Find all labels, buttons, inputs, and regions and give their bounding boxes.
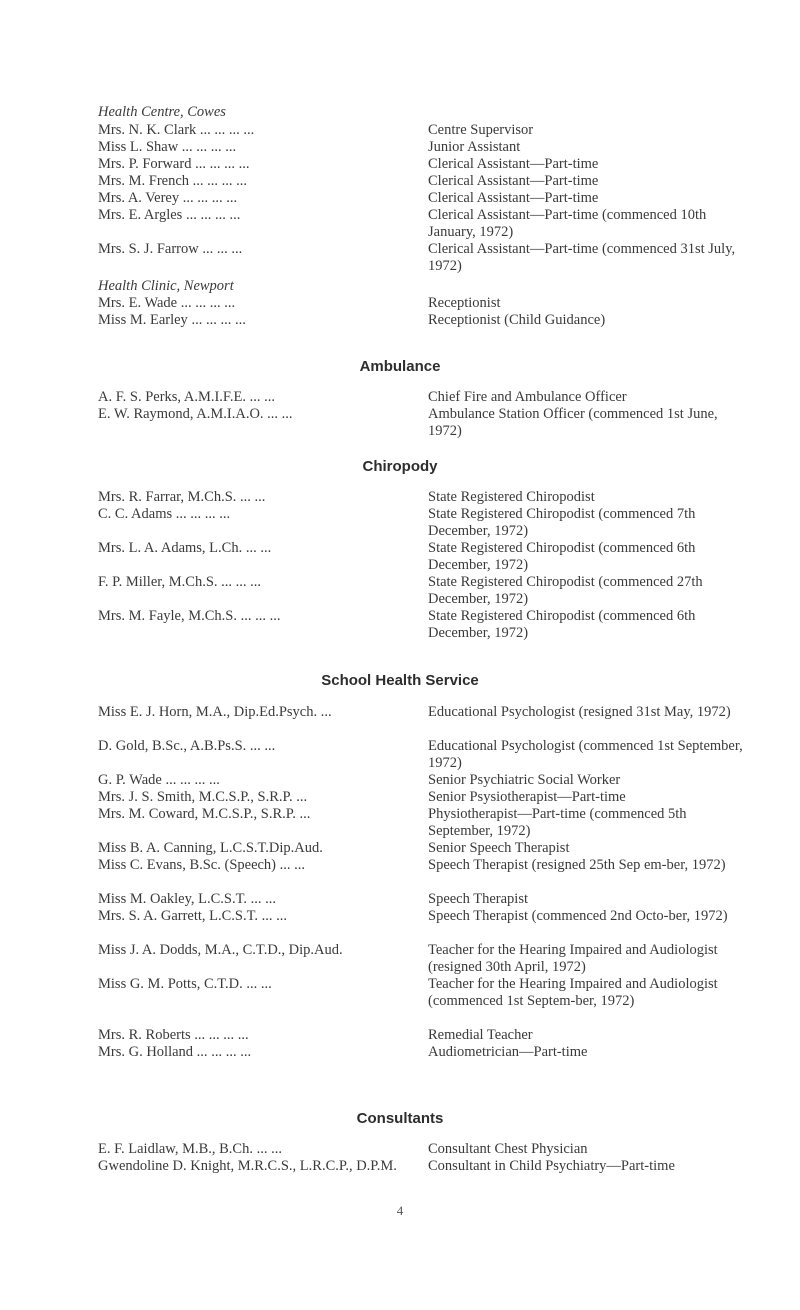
staff-role: Junior Assistant [428,139,521,155]
staff-name: Mrs. S. A. Garrett, L.C.S.T. ... ... [98,908,288,924]
staff-role: Clerical Assistant—Part-time [428,156,599,172]
staff-role: Educational Psychologist (commenced 1st September, 1972) [428,738,743,771]
staff-name: E. F. Laidlaw, M.B., B.Ch. ... ... [98,1141,282,1157]
staff-name: D. Gold, B.Sc., A.B.Ps.S. ... ... [98,738,276,754]
staff-role: Clerical Assistant—Part-time [428,190,599,206]
section-title-school-health: School Health Service [321,672,479,689]
staff-name: A. F. S. Perks, A.M.I.F.E. ... ... [98,389,275,405]
staff-name: Miss M. Earley ... ... ... ... [98,312,246,328]
staff-name: Mrs. L. A. Adams, L.Ch. ... ... [98,540,272,556]
page-number: 4 [396,1203,404,1218]
staff-role: Clerical Assistant—Part-time [428,173,599,189]
staff-role: Chief Fire and Ambulance Officer [428,389,627,405]
staff-role: Senior Speech Therapist [428,840,570,856]
staff-name: E. W. Raymond, A.M.I.A.O. ... ... [98,406,293,422]
staff-name: Mrs. G. Holland ... ... ... ... [98,1044,252,1060]
section-title-chiropody: Chiropody [362,458,438,475]
staff-name: Miss M. Oakley, L.C.S.T. ... ... [98,891,277,907]
staff-role: State Registered Chiropodist (commenced 27th December, 1972) [428,574,703,607]
staff-name: Mrs. P. Forward ... ... ... ... [98,156,250,172]
staff-role: Speech Therapist [428,891,528,907]
staff-role: Ambulance Station Officer (commenced 1st June, 1972) [428,406,718,439]
staff-name: Miss E. J. Horn, M.A., Dip.Ed.Psych. ... [98,704,332,720]
staff-name: Miss G. M. Potts, C.T.D. ... ... [98,976,272,992]
staff-name: Mrs. M. French ... ... ... ... [98,173,248,189]
staff-role: Receptionist (Child Guidance) [428,312,606,328]
staff-role: Educational Psychologist (resigned 31st May, 1972) [428,704,731,720]
staff-role: Clerical Assistant—Part-time (commenced 31st July, 1972) [428,241,736,274]
staff-role: Physiotherapist—Part-time (commenced 5th September, 1972) [428,806,687,839]
staff-name: Mrs. A. Verey ... ... ... ... [98,190,238,206]
staff-name: C. C. Adams ... ... ... ... [98,506,231,522]
staff-name: Mrs. S. J. Farrow ... ... ... [98,241,243,257]
staff-role: Audiometrician—Part-time [428,1044,588,1060]
heading-health-clinic-newport: Health Clinic, Newport [98,278,234,294]
section-title-ambulance: Ambulance [359,358,441,375]
staff-name: Mrs. E. Wade ... ... ... ... [98,295,236,311]
staff-name: Mrs. E. Argles ... ... ... ... [98,207,241,223]
staff-name: Gwendoline D. Knight, M.R.C.S., L.R.C.P., D.P.M. [98,1158,397,1174]
heading-health-centre-cowes: Health Centre, Cowes [98,104,226,120]
staff-role: Teacher for the Hearing Impaired and Audiologist (commenced 1st Septem-ber, 1972) [428,976,718,1009]
staff-role: State Registered Chiropodist (commenced 7th December, 1972) [428,506,696,539]
staff-name: Miss J. A. Dodds, M.A., C.T.D., Dip.Aud. [98,942,343,958]
staff-name: Mrs. M. Fayle, M.Ch.S. ... ... ... [98,608,281,624]
section-title-consultants: Consultants [356,1110,444,1127]
staff-name: Miss C. Evans, B.Sc. (Speech) ... ... [98,857,306,873]
staff-name: Mrs. R. Farrar, M.Ch.S. ... ... [98,489,266,505]
staff-name: F. P. Miller, M.Ch.S. ... ... ... [98,574,262,590]
staff-role: Remedial Teacher [428,1027,533,1043]
staff-role: Senior Psysiotherapist—Part-time [428,789,626,805]
staff-name: Miss B. A. Canning, L.C.S.T.Dip.Aud. [98,840,323,856]
staff-role: Speech Therapist (commenced 2nd Octo-ber, 1972) [428,908,728,924]
staff-role: Teacher for the Hearing Impaired and Audiologist (resigned 30th April, 1972) [428,942,718,975]
staff-role: Consultant in Child Psychiatry—Part-time [428,1158,675,1174]
staff-role: State Registered Chiropodist [428,489,595,505]
staff-name: Mrs. N. K. Clark ... ... ... ... [98,122,255,138]
staff-role: Clerical Assistant—Part-time (commenced 10th January, 1972) [428,207,707,240]
staff-name: G. P. Wade ... ... ... ... [98,772,220,788]
staff-role: Centre Supervisor [428,122,534,138]
staff-role: Speech Therapist (resigned 25th Sep em-ber, 1972) [428,857,726,873]
staff-name: Mrs. R. Roberts ... ... ... ... [98,1027,249,1043]
staff-role: Consultant Chest Physician [428,1141,588,1157]
staff-role: State Registered Chiropodist (commenced 6th December, 1972) [428,540,696,573]
staff-name: Mrs. J. S. Smith, M.C.S.P., S.R.P. ... [98,789,308,805]
staff-name: Miss L. Shaw ... ... ... ... [98,139,237,155]
staff-role: Receptionist [428,295,501,311]
staff-name: Mrs. M. Coward, M.C.S.P., S.R.P. ... [98,806,311,822]
staff-role: State Registered Chiropodist (commenced 6th December, 1972) [428,608,696,641]
staff-role: Senior Psychiatric Social Worker [428,772,621,788]
